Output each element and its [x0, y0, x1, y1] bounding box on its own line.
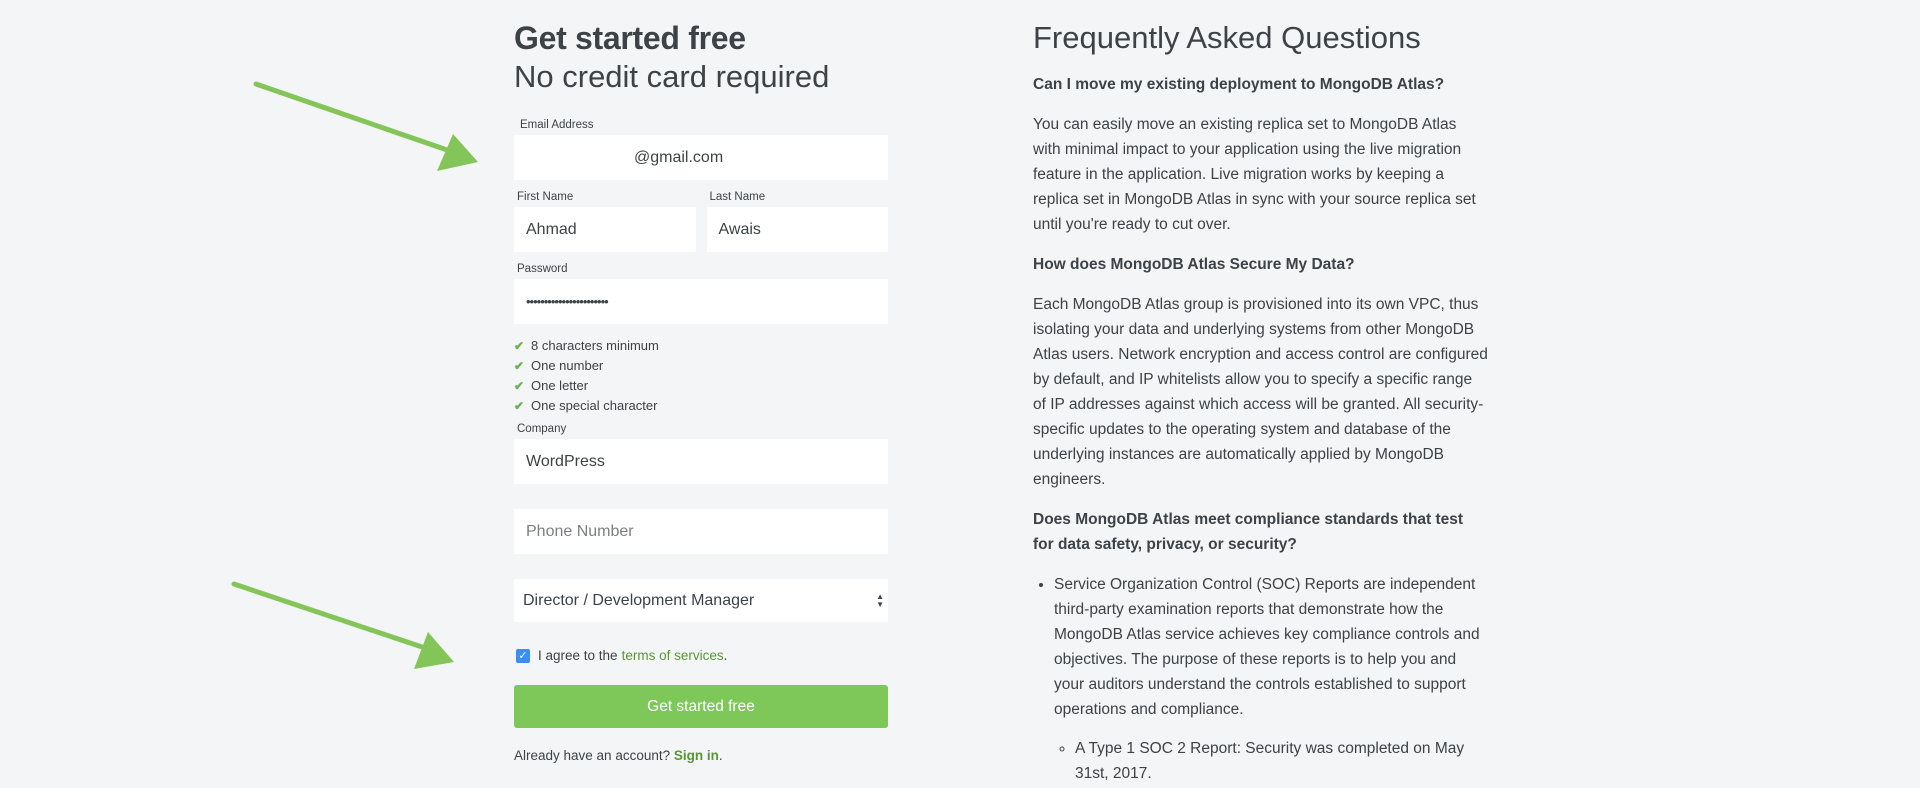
list-item: ◦ A Type 1 SOC 2 Report: Security was completed on May 31st, 2017.: [1075, 736, 1488, 786]
password-label: Password: [517, 263, 568, 275]
check-icon: ✔: [514, 399, 525, 413]
check-icon: ✔: [514, 379, 525, 393]
faq-sublist: [1054, 736, 1488, 786]
form-subtitle: No credit card required: [514, 59, 830, 94]
company-field-group: [514, 422, 888, 484]
select-arrows-icon: ▲ ▼: [876, 591, 884, 609]
last-name-label: Last Name: [709, 191, 766, 203]
terms-suffix: .: [723, 648, 728, 663]
list-item: [1054, 572, 1488, 786]
first-name-label: First Name: [517, 191, 574, 203]
signin-line: [514, 748, 888, 763]
signin-suffix: .: [718, 748, 723, 763]
annotation-arrow-bottom-icon: [228, 578, 468, 672]
faq-bullet-text: Service Organization Control (SOC) Reports are independent third-party examination reports that demonstrate how the MongoDB Atlas service achieves key compliance controls and objectives. The purpose of these reports is to help you and your auditors understand the controls established to support operations and compliance.: [1054, 576, 1480, 718]
faq-answer: You can easily move an existing replica set to MongoDB Atlas with minimal impact to your application using the live migration feature in the application. Live migration works by keeping a replica set in MongoDB Atlas in sync with your source replica set until you're ready to cut over.: [1033, 116, 1476, 233]
password-field-group: [514, 262, 888, 324]
phone-placeholder: Phone Number: [526, 522, 634, 540]
signup-form: [514, 18, 888, 763]
faq-answer: Each MongoDB Atlas group is provisioned into its own VPC, thus isolating your data and underlying systems from other MongoDB Atlas users. Network encryption and access control are configured by default, and IP whitelists allow you to specify a specific range of IP addresses against which access will be granted. All security-specific updates to the operating system and database of the underlying instances are automatically applied by MongoDB engineers.: [1033, 296, 1488, 488]
email-label: Email Address: [520, 119, 594, 131]
password-rule: ✔ 8 characters minimum: [514, 336, 888, 356]
agree-text: I agree to the: [538, 648, 618, 663]
signin-link[interactable]: Sign in: [673, 748, 719, 763]
first-name-group: [514, 190, 696, 252]
signin-prompt: Already have an account?: [514, 748, 671, 763]
check-icon: ✔: [514, 359, 525, 373]
company-field[interactable]: WordPress: [514, 439, 888, 484]
email-field-group: [514, 118, 888, 180]
faq-answer-list: [1033, 572, 1488, 786]
faq-question: Can I move my existing deployment to MongoDB Atlas?: [1033, 76, 1445, 93]
company-label: Company: [517, 423, 567, 435]
role-select[interactable]: [514, 579, 888, 622]
name-row: [514, 190, 888, 252]
password-rules: [514, 336, 888, 416]
terms-checkbox[interactable]: ✓: [516, 649, 530, 663]
last-name-group: [707, 190, 889, 252]
password-rule: ✔ One letter: [514, 376, 888, 396]
password-field[interactable]: •••••••••••••••••••••••: [514, 279, 888, 324]
get-started-button[interactable]: Get started free: [514, 685, 888, 728]
check-icon: ✔: [514, 339, 525, 353]
phone-field[interactable]: [514, 509, 888, 554]
email-field[interactable]: @gmail.com: [514, 135, 888, 180]
terms-link[interactable]: terms of services: [621, 648, 724, 663]
password-rule: ✔ One special character: [514, 396, 888, 416]
annotation-arrow-top-icon: [250, 78, 490, 174]
faq-question: Does MongoDB Atlas meet compliance standards that test for data safety, privacy, or security?: [1033, 511, 1464, 553]
role-select-value: Director / Development Manager: [523, 591, 755, 609]
faq-question: How does MongoDB Atlas Secure My Data?: [1033, 256, 1355, 273]
form-title: Get started free: [514, 20, 746, 56]
first-name-field[interactable]: Ahmad: [514, 207, 696, 252]
faq-section: [1033, 18, 1488, 786]
last-name-field[interactable]: Awais: [707, 207, 889, 252]
terms-agreement: [516, 648, 888, 663]
faq-title: Frequently Asked Questions: [1033, 20, 1421, 55]
password-rule: ✔ One number: [514, 356, 888, 376]
